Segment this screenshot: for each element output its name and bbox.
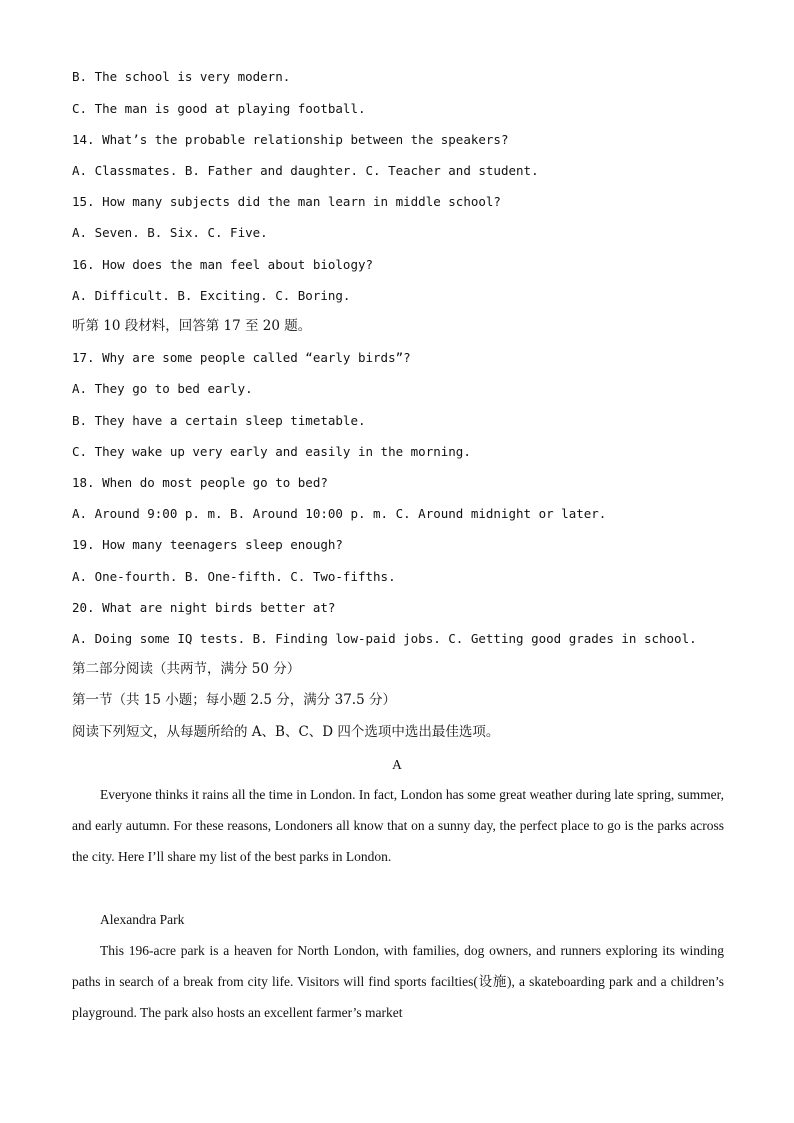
q19-question: 19. How many teenagers sleep enough? [72, 537, 343, 552]
intro-paragraph [72, 779, 724, 872]
q20-options: A. Doing some IQ tests. B. Finding low-paid jobs. C. Getting good grades in school. [72, 631, 697, 646]
q16-question: 16. How does the man feel about biology? [72, 257, 374, 272]
park1-name: Alexandra Park [100, 912, 185, 927]
q17-option-a: A. They go to bed early. [72, 381, 253, 396]
q15-question: 15. How many subjects did the man learn in middle school? [72, 194, 501, 209]
q20-question: 20. What are night birds better at? [72, 600, 336, 615]
q13-option-c: C. The man is good at playing football. [72, 101, 366, 116]
section10-instruction: 听第 10 段材料，回答第 17 至 20 题。 [72, 318, 312, 334]
q17-question: 17. Why are some people called “early birds”? [72, 350, 411, 365]
passage-label: A [392, 757, 402, 772]
reading-section-title: 第一节（共 15 小题；每小题 2.5 分，满分 37.5 分） [72, 692, 396, 708]
intro-paragraph-text: Everyone thinks it rains all the time in London. In fact, London has some great weather during late spring, summer, and early autumn. For these reasons, Londoners all know that on a sunny day, the perfect place to go is the parks across the city. Here I’ll share my list of the best parks in London. [72, 787, 724, 864]
q13-option-b: B. The school is very modern. [72, 69, 291, 84]
reading-part-title: 第二部分阅读（共两节，满分 50 分） [72, 661, 301, 677]
park1-paragraph-text: This 196-acre park is a heaven for North London, with families, dog owners, and runners exploring its winding paths in search of a break from city life. Visitors will find sports facilties(设施), a skateboarding park and a children’s playground. The park also hosts an excellent farmer’s market [72, 943, 724, 1020]
q15-options: A. Seven. B. Six. C. Five. [72, 225, 268, 240]
q17-option-b: B. They have a certain sleep timetable. [72, 413, 366, 428]
q18-options: A. Around 9:00 p. m. B. Around 10:00 p. m. C. Around midnight or later. [72, 506, 607, 521]
q14-question: 14. What’s the probable relationship between the speakers? [72, 132, 509, 147]
q17-option-c: C. They wake up very early and easily in the morning. [72, 444, 471, 459]
q18-question: 18. When do most people go to bed? [72, 475, 328, 490]
q14-options: A. Classmates. B. Father and daughter. C. Teacher and student. [72, 163, 539, 178]
q16-options: A. Difficult. B. Exciting. C. Boring. [72, 288, 351, 303]
reading-instruction: 阅读下列短文，从每题所给的 A、B、C、D 四个选项中选出最佳选项。 [72, 724, 500, 740]
q19-options: A. One-fourth. B. One-fifth. C. Two-fifths. [72, 569, 396, 584]
park1-paragraph [72, 935, 724, 1028]
